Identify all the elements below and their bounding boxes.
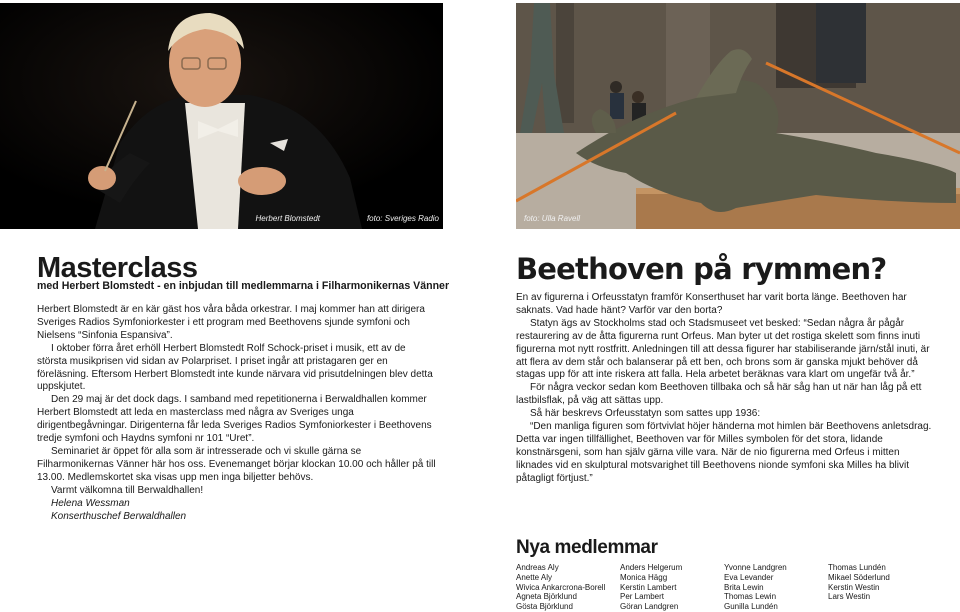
article-paragraph: Statyn ägs av Stockholms stad och Stadsmuseet vet besked: “Sedan några år pågår restaurering av de åtta figurerna runt Orfeus. Man byter ut det rostiga skelett som finns inuti figurerna mot nytt rostfritt. Anledningen till att dessa figurer har stabiliserande järn/stål inuti, är att flera av dem står och balanserar på ett ben, och brons som är ganska mjukt behöver då stagas upp för att inte riskera att falla. Hela arbetet beräknas vara klart om ungefär två år.” xyxy=(516,317,930,381)
member-name: Kerstin Westin xyxy=(828,582,880,592)
section-title: Nya medlemmar xyxy=(516,537,658,558)
conductor-photo xyxy=(0,3,443,229)
article-title: Masterclass xyxy=(37,252,198,284)
conductor-illustration xyxy=(0,3,443,229)
article-paragraph: Varmt välkomna till Berwaldhallen! xyxy=(51,484,204,496)
photo-caption-credit: foto: Ulla Ravell xyxy=(524,214,581,223)
article-body xyxy=(37,304,437,523)
member-name: Andreas Aly xyxy=(516,563,559,572)
member-name: Eva Levander xyxy=(724,572,774,582)
member-column xyxy=(724,563,787,612)
member-name: Brita Lewin xyxy=(724,582,764,592)
article-paragraph: Den 29 maj är det dock dags. I samband med repetitionerna i Berwaldhallen kommer Herbert Blomstedt att leda en masterclass med några av Sveriges unga dirigentbegåvningar. Dirigenterna får leda Sveriges Radios Symfoniorkester i Beethovens tredje symfoni och Haydns symfoni nr 101 “Uret”. xyxy=(37,394,432,445)
article-subtitle: med Herbert Blomstedt - en inbjudan till medlemmarna i Filharmonikernas Vänner xyxy=(37,280,450,292)
article-paragraph: I oktober förra året erhöll Herbert Blomstedt Rolf Schock-priset i musik, ett av de största musikprisen vid sidan av Polarpriset. I priset ingår att pristagaren ger en föreläsning. Eftersom Herbert Blomstedt inte kunde närvara vid prisutdelningen blev detta uppskjutet. xyxy=(37,342,433,393)
member-name: Lars Westin xyxy=(828,592,871,602)
signature-name: Helena Wessman xyxy=(51,497,130,509)
article-paragraph: En av figurerna i Orfeusstatyn framför Konserthuset har varit borta länge. Beethoven har saknats. Vad hade hänt? Varför var den borta? xyxy=(516,292,907,316)
photo-caption-credit: foto: Sveriges Radio xyxy=(366,214,439,223)
article-paragraph: För några veckor sedan kom Beethoven tillbaka och så här såg han ut när han låg på ett lastbilsflak, på väg att sättas upp. xyxy=(516,382,922,407)
member-name: Gunilla Lundén xyxy=(724,602,778,612)
statue-illustration xyxy=(516,3,960,229)
article-paragraph: Seminariet är öppet för alla som är intresserade och vi skulle gärna se Filharmonikernas Vänner här hos oss. Evenemanget börjar klockan 10.00 och håller på till 13.00. Medlemskortet ska visas upp men inga biljetter behövs. xyxy=(37,445,436,483)
member-name: Kerstin Lambert xyxy=(620,582,677,592)
member-column xyxy=(516,563,605,612)
photo-caption-name: Herbert Blomstedt xyxy=(255,214,320,223)
article-body xyxy=(516,292,936,486)
article-paragraph: Herbert Blomstedt är en kär gäst hos våra båda orkestrar. I maj kommer han att dirigera Sveriges Radios Symfoniorkester i ett program med Beethovens sjunde symfoni och Nielsens “Sinfonia Espansiva”. xyxy=(37,304,425,341)
member-name: Monica Hägg xyxy=(620,572,668,582)
article-paragraph: Så här beskrevs Orfeusstatyn som sattes upp 1936: xyxy=(530,408,761,420)
statue-photo xyxy=(516,3,960,229)
member-name: Per Lambert xyxy=(620,592,665,602)
member-name: Thomas Lewin xyxy=(724,592,777,602)
member-name: Anette Aly xyxy=(516,572,553,582)
member-name: Mikael Söderlund xyxy=(828,572,890,582)
member-name: Göran Landgren xyxy=(620,602,679,612)
article-paragraph: “Den manliga figuren som förtvivlat höjer händerna mot himlen bär Beethovens anletsdrag. Detta var ingen tillfällighet, Beethoven var för Milles symbolen för det stora, lidande konstnärsgeni, som han själv gärna ville vara. När de nio figurerna med Orfeus i mitten liknades vid en skulptural motsvarighet till Beethovens nionde symfoni ska Milles ha blivit påtagligt förtjust.” xyxy=(516,421,932,484)
article-title: Beethoven på rymmen? xyxy=(516,252,887,286)
signature-title: Konserthuschef Berwaldhallen xyxy=(51,510,187,522)
member-name: Wivica Ankarcrona-Borell xyxy=(516,582,606,592)
member-name: Thomas Lundén xyxy=(828,563,886,572)
member-name: Gösta Björklund xyxy=(516,602,573,612)
member-column xyxy=(828,563,890,602)
member-name: Anders Helgerum xyxy=(620,563,683,572)
member-column xyxy=(620,563,682,612)
member-name: Agneta Björklund xyxy=(516,592,577,602)
member-name: Yvonne Landgren xyxy=(724,563,787,572)
